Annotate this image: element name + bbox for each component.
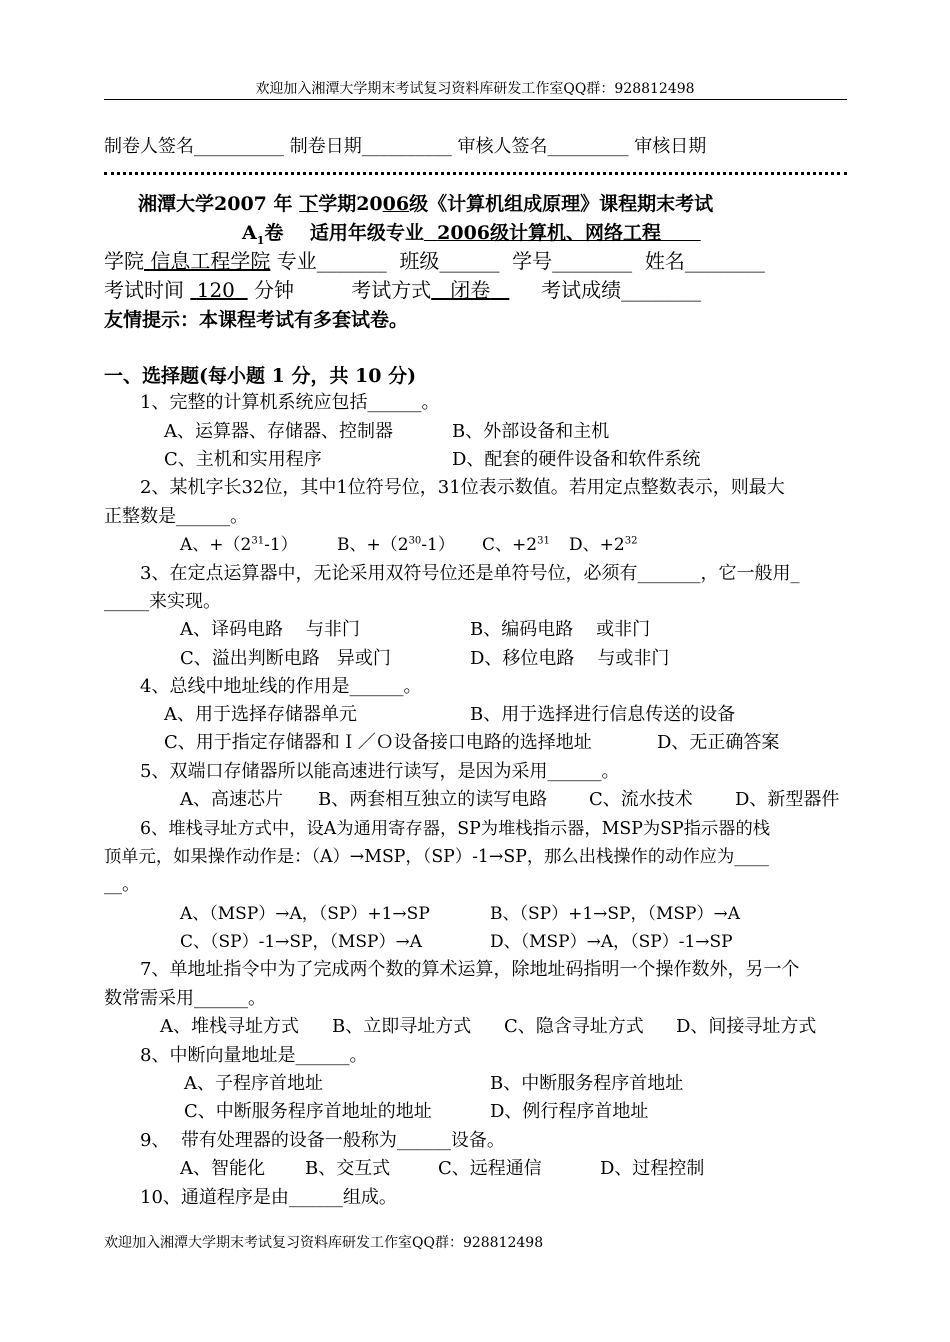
make-date-blank: __________	[361, 136, 452, 157]
q5-option-d: D、新型器件	[735, 789, 840, 810]
paper-juan: 卷	[264, 222, 284, 244]
q9-option-d: D、过程控制	[600, 1158, 705, 1179]
q2-option-a	[180, 534, 298, 556]
paper-letter: A	[242, 222, 257, 244]
exam-term: 下	[299, 193, 319, 215]
q1-option-b: B、外部设备和主机	[452, 421, 610, 442]
q6-option-c: C、（SP）-1→SP，（MSP）→A	[180, 932, 422, 952]
school-name: 湘潭大学	[138, 193, 215, 215]
score-label: 考试成绩	[541, 278, 622, 302]
q3-option-d: D、移位电路 与或非门	[470, 648, 670, 669]
reviewer-blank: _________	[547, 136, 629, 157]
q8-option-d: D、例行程序首地址	[490, 1101, 649, 1122]
q7-stem-line1: 7、单地址指令中为了完成两个数的算术运算，除地址码指明一个操作数外，另一个	[140, 959, 800, 980]
reviewer-label: 审核人签名	[457, 136, 548, 157]
q2-d-exp: 32	[624, 535, 638, 547]
q2-b-post: -1）	[421, 535, 455, 555]
q2-stem-line1: 2、某机字长32位，其中1位符号位，31位表示数值。若用定点整数表示，则最大	[140, 477, 785, 498]
q2-option-d	[569, 534, 637, 556]
q7-option-a: A、堆栈寻址方式	[160, 1016, 299, 1037]
college-field	[144, 249, 270, 273]
time-label: 考试时间	[104, 278, 184, 302]
time-value: 120	[196, 278, 235, 302]
q10-stem: 10、通道程序是由______组成。	[140, 1187, 397, 1208]
year-unit: 年	[273, 193, 293, 215]
dotted-divider	[104, 172, 847, 175]
class-blank: ______	[439, 249, 500, 273]
student-info-row	[104, 250, 765, 272]
q2-a-exp: 31	[251, 535, 265, 547]
q8-option-c: C、中断服务程序首地址的地址	[184, 1101, 432, 1122]
time-unit: 分钟	[253, 278, 294, 302]
major-applicable-value: 2006级计算机、网络工程	[437, 222, 662, 244]
mode-value: 闭卷	[450, 278, 491, 302]
header-rule	[104, 99, 847, 100]
q8-stem: 8、中断向量地址是______。	[140, 1045, 368, 1066]
maker-blank: __________	[194, 136, 284, 157]
q2-option-b	[337, 534, 455, 556]
score-blank: ________	[621, 278, 702, 302]
review-date-label: 审核日期	[634, 136, 707, 157]
maker-label: 制卷人签名	[104, 136, 194, 157]
q1-option-a: A、运算器、存储器、控制器	[164, 421, 393, 442]
q5-option-b: B、两套相互独立的读写电路	[318, 789, 548, 810]
college-value: 信息工程学院	[150, 249, 271, 273]
q1-option-d: D、配套的硬件设备和软件系统	[452, 449, 701, 470]
course-title: 级《计算机组成原理》课程期末考试	[409, 193, 714, 215]
q1-stem: 1、完整的计算机系统应包括______。	[140, 392, 440, 413]
q5-option-c: C、流水技术	[589, 789, 693, 810]
q3-option-b: B、编码电路 或非门	[470, 619, 651, 640]
page-header: 欢迎加入湘潭大学期末考试复习资料库研发工作室QQ群：928812498	[255, 81, 695, 97]
q8-option-b: B、中断服务程序首地址	[490, 1073, 684, 1094]
q6-option-d: D、（MSP）→A，（SP）-1→SP	[490, 932, 733, 952]
q2-d-base: D、+2	[569, 535, 625, 555]
exam-title	[138, 193, 713, 215]
q1-option-c: C、主机和实用程序	[164, 449, 322, 470]
q2-c-exp: 31	[537, 535, 550, 547]
q9-option-b: B、交互式	[305, 1158, 391, 1179]
q6-option-b: B、（SP）+1→SP，（MSP）→A	[490, 904, 740, 924]
major-label: 专业	[276, 249, 317, 273]
q4-stem: 4、总线中地址线的作用是______。	[140, 676, 422, 697]
q2-c-base: C、+2	[482, 535, 538, 555]
paper-line	[242, 222, 701, 247]
page-footer: 欢迎加入湘潭大学期末考试复习资料库研发工作室QQ群：928812498	[104, 1235, 544, 1251]
time-field	[190, 278, 247, 302]
make-date-label: 制卷日期	[289, 136, 362, 157]
paper-subscript: 1	[256, 233, 265, 247]
q6-option-a: A、（MSP）→A，（SP）+1→SP	[180, 904, 430, 924]
major-applicable	[424, 222, 701, 244]
q3-option-c: C、溢出判断电路 异或门	[180, 648, 391, 669]
name-label: 姓名	[644, 249, 685, 273]
q2-b-exp: 30	[408, 535, 422, 547]
mode-field	[431, 278, 509, 302]
q7-stem-line2: 数常需采用______。	[104, 988, 266, 1009]
exam-info-row	[104, 279, 701, 301]
q2-a-post: -1）	[264, 535, 298, 555]
college-label: 学院	[104, 249, 144, 273]
q2-option-c	[482, 534, 550, 556]
major-blank: _______	[316, 249, 387, 273]
student-id-blank: ________	[552, 249, 633, 273]
q2-a-base: A、+（2	[180, 535, 252, 555]
q6-stem-line2: 顶单元，如果操作动作是：（A）→MSP，（SP）-1→SP，那么出栈操作的动作应为____	[104, 847, 769, 867]
exam-year: 2007	[214, 193, 267, 215]
q9-option-c: C、远程通信	[438, 1158, 542, 1179]
q6-stem-line1: 6、堆栈寻址方式中，设A为通用寄存器，SP为堆栈指示器，MSP为SP指示器的栈	[140, 819, 771, 839]
q7-option-b: B、立即寻址方式	[332, 1016, 472, 1037]
q2-b-base: B、+（2	[337, 535, 409, 555]
class-label: 班级	[399, 249, 440, 273]
q4-option-a: A、用于选择存储器单元	[164, 704, 357, 725]
grade-prefix: 20	[356, 193, 383, 215]
q9-option-a: A、智能化	[180, 1158, 265, 1179]
student-id-label: 学号	[512, 249, 553, 273]
signature-row	[104, 136, 706, 158]
q4-option-c: C、用于指定存储器和Ｉ／Ｏ设备接口电路的选择地址	[164, 732, 592, 753]
exam-tip: 友情提示：本课程考试有多套试卷。	[104, 309, 409, 331]
q7-option-d: D、间接寻址方式	[676, 1016, 817, 1037]
q6-stem-line3: __。	[104, 874, 140, 895]
q9-stem: 9、 带有处理器的设备一般称为______设备。	[140, 1130, 505, 1151]
grade: 06	[382, 193, 410, 215]
section-heading: 一、选择题(每小题 1 分，共 10 分)	[104, 365, 417, 387]
major-applicable-label: 适用年级专业	[309, 222, 424, 244]
q2-stem-line2: 正整数是______。	[104, 506, 248, 527]
q3-stem-line2: _____来实现。	[104, 591, 221, 612]
q4-option-d: D、无正确答案	[657, 732, 780, 753]
q8-option-a: A、子程序首地址	[184, 1073, 323, 1094]
q4-option-b: B、用于选择进行信息传送的设备	[470, 704, 736, 725]
term-suffix: 学期	[318, 193, 357, 215]
q5-stem: 5、双端口存储器所以能高速进行读写，是因为采用______。	[140, 761, 620, 782]
mode-label: 考试方式	[351, 278, 432, 302]
q5-option-a: A、高速芯片	[180, 789, 283, 810]
q3-stem-line1: 3、在定点运算器中，无论采用双符号位还是单符号位，必须有_______，它一般用_	[140, 563, 800, 584]
name-blank: ________	[684, 249, 765, 273]
q3-option-a: A、译码电路 与非门	[180, 619, 360, 640]
q7-option-c: C、隐含寻址方式	[504, 1016, 644, 1037]
